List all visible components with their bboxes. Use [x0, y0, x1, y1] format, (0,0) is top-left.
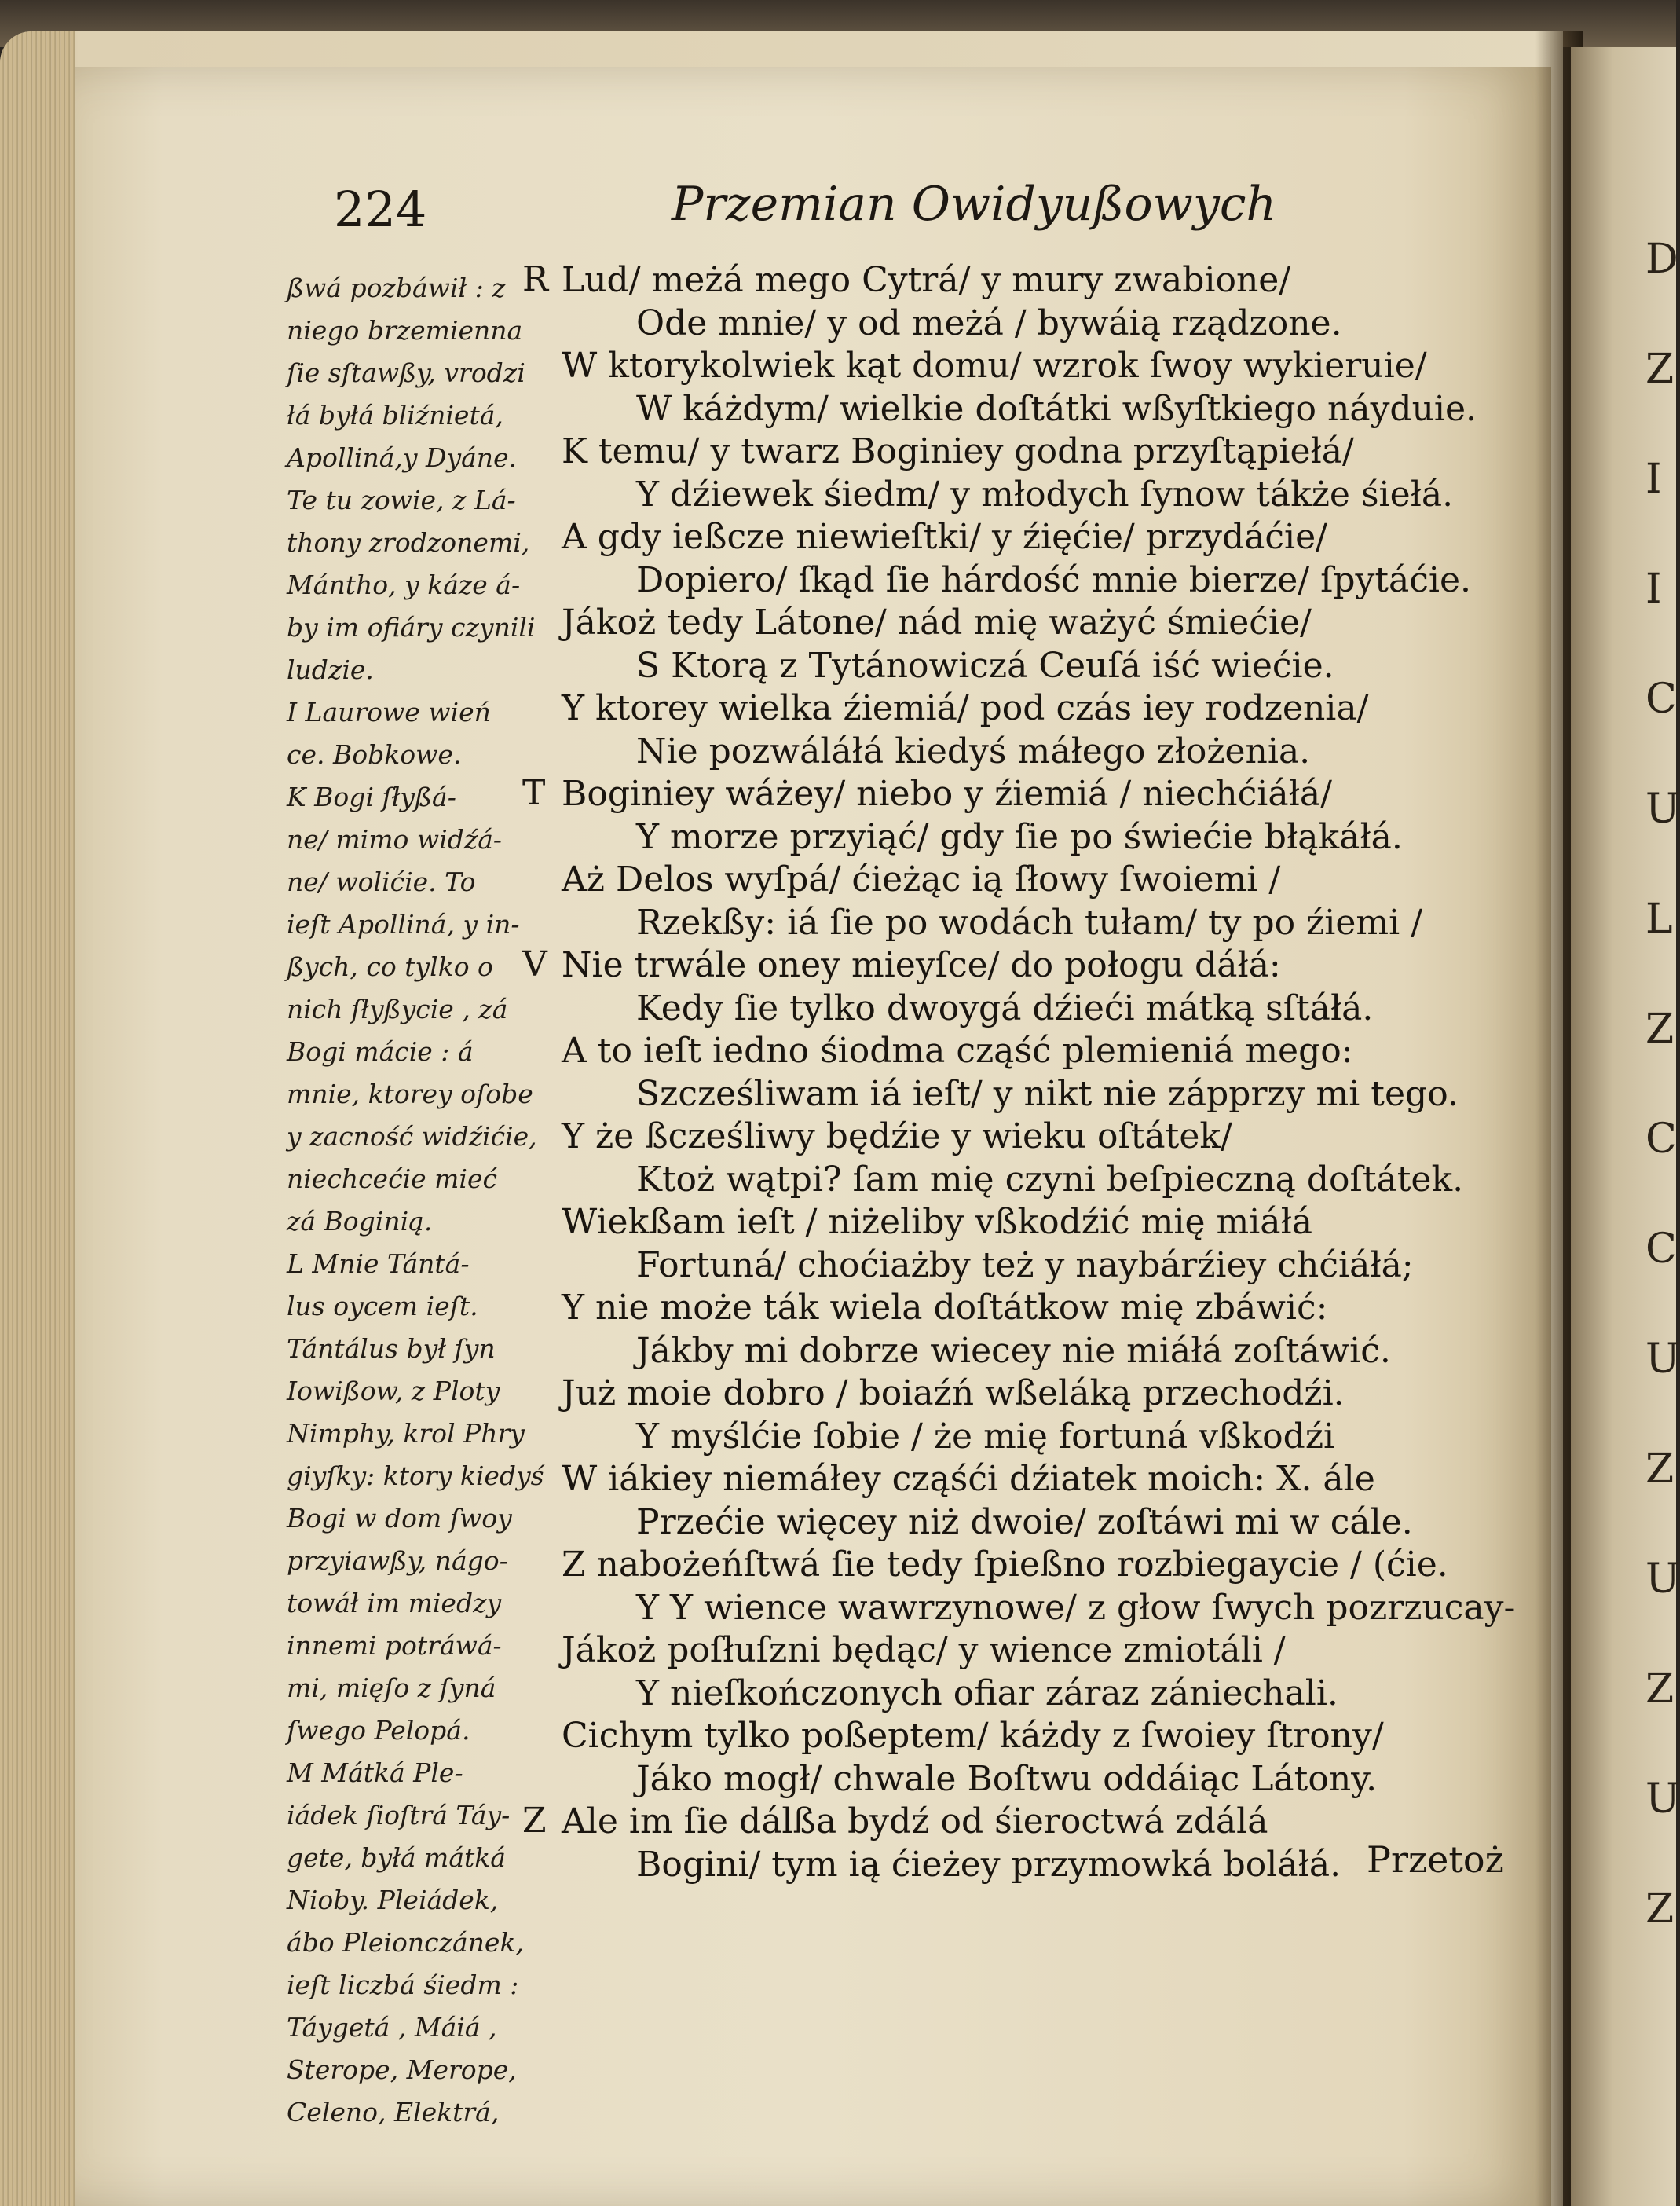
verse-line: Fortuná/ choćiażby też y naybárźiey chćiáłá;	[636, 1244, 1414, 1285]
gloss-line: towáł im miedzy	[287, 1588, 502, 1618]
gloss-line: nich ſłyßycie , zá	[287, 994, 508, 1024]
gloss-line: gete, byłá mátká	[287, 1842, 506, 1873]
verse-line: W iákiey niemáłey cząśći dźiatek moich: X. ále	[562, 1459, 1375, 1499]
verse-line: Jákoż poſłuſzni będąc/ y wience zmiotáli /	[562, 1630, 1286, 1670]
marginal-gloss	[287, 267, 554, 2134]
verse-line: Lud/ meżá mego Cytrá/ y mury zwabione/	[562, 260, 1291, 300]
gloss-line: Nimphy, krol Phry	[287, 1418, 525, 1449]
catchword: Przetoż	[1367, 1838, 1504, 1881]
verse-line: Bogini/ tym ią ćieżey przymowká boláłá.	[636, 1844, 1341, 1885]
verse-line: Ode mnie/ y od meżá / bywáią rządzone.	[636, 302, 1342, 343]
verse-line: Już moie dobro / boiaźń wßeláką przechodźi.	[562, 1373, 1345, 1413]
verse-line: A gdy ießcze niewieſtki/ y źięćie/ przydáćie/	[562, 517, 1327, 557]
gloss-line: Bogi w dom ſwoy	[287, 1503, 512, 1534]
verse-line: Jákby mi dobrze wiecey nie miáłá zoſtáwić.	[636, 1330, 1391, 1371]
gloss-line: Iowißow, z Ploty	[287, 1376, 500, 1406]
page-edges	[0, 31, 75, 2206]
gloss-line: L Mnie Tántá-	[287, 1248, 470, 1279]
verse-line: A to ieſt iedno śiodma cząść plemieniá mego:	[562, 1031, 1353, 1071]
gloss-line: łá byłá bliźnietá,	[287, 400, 503, 431]
gloss-line: ſwego Pelopá.	[287, 1715, 470, 1746]
reference-letter: V	[522, 944, 547, 984]
gloss-line: K Bogi ſłyßá-	[287, 782, 456, 812]
verse-line: W káżdym/ wielkie doſtátki wßyſtkiego náyduie.	[636, 388, 1477, 429]
right-page-letter: Z	[1645, 1885, 1675, 1933]
gloss-line: niego brzemienna	[287, 315, 523, 346]
gloss-line: ſie sſtawßy, vrodzi	[287, 357, 525, 388]
gloss-line: y zacność widźićie,	[287, 1121, 537, 1152]
verse-line: Cichym tylko poßeptem/ káżdy z ſwoiey ſtrony/	[562, 1716, 1384, 1756]
gloss-line: Te tu zowie, z Lá-	[287, 485, 516, 515]
reference-letter: Z	[522, 1801, 547, 1841]
gloss-line: przyiawßy, nágo-	[287, 1545, 508, 1576]
verse-line: Jáko mogł/ chwale Boſtwu oddáiąc Látony.	[636, 1758, 1378, 1799]
running-head: Przemian Owidyußowych	[672, 177, 1277, 232]
right-page-letter: U	[1645, 786, 1680, 833]
verse-line: Nie trwále oney mieyſce/ do połogu dáłá:	[562, 945, 1281, 985]
right-page-letter: U	[1645, 1775, 1680, 1823]
right-page-letter: L	[1645, 896, 1673, 943]
gloss-line: Nioby. Pleiádek,	[287, 1885, 499, 1915]
gloss-line: innemi potráwá-	[287, 1630, 502, 1661]
gloss-line: ne/ wolićie. To	[287, 867, 476, 897]
verse-line: Y Y wience wawrzynowe/ z głow ſwych pozrzucay-	[636, 1587, 1516, 1628]
gloss-line: iádek ſioſtrá Táy-	[287, 1800, 511, 1830]
verse-line: Jákoż tedy Látone/ nád mię ważyć śmiećie/	[562, 603, 1312, 643]
verse-text	[562, 259, 1528, 1886]
gloss-line: ne/ mimo widźá-	[287, 824, 503, 855]
right-page-letter: C	[1645, 1116, 1677, 1163]
verse-line: Szcześliwam iá ieſt/ y nikt nie zápprzy mi tego.	[636, 1073, 1459, 1114]
gloss-line: thony zrodzonemi,	[287, 527, 530, 558]
verse-line: Y nie może ták wiela doſtátkow mię zbáwić:	[562, 1288, 1328, 1328]
verse-line: Y nieſkończonych ofiar záraz zániechali.	[636, 1673, 1338, 1713]
verse-line: W ktorykolwiek kąt domu/ wzrok ſwoy wykieruie/	[562, 346, 1427, 386]
gloss-line: Bogi mácie : á	[287, 1036, 474, 1067]
gloss-line: lus oycem ieſt.	[287, 1291, 478, 1321]
right-page-letter: U	[1645, 1556, 1680, 1603]
right-page-letter: D	[1645, 236, 1678, 283]
verse-line: Boginiey wáżey/ niebo y źiemiá / niechćiáłá/	[562, 774, 1332, 814]
gloss-line: by im ofiáry czynili	[287, 612, 536, 643]
gloss-line: ßych, co tylko o	[287, 951, 493, 982]
gloss-line: M Mátká Ple-	[287, 1757, 463, 1788]
verse-line: Aż Delos wyſpá/ ćieżąc ią ſłowy ſwoiemi /	[562, 859, 1281, 900]
right-page-letter: I	[1645, 566, 1662, 613]
gloss-line: Tántálus był ſyn	[287, 1333, 496, 1364]
gloss-line: Sterope, Merope,	[287, 2054, 517, 2085]
right-page-letter: Z	[1645, 346, 1675, 393]
gloss-line: Mántho, y káze á-	[287, 570, 521, 600]
gloss-line: giyſky: ktory kiedyś	[287, 1460, 544, 1491]
right-page-letter: Z	[1645, 1006, 1675, 1053]
gloss-line: mnie, ktorey oſobe	[287, 1079, 533, 1109]
verse-line: Y ktorey wielka źiemiá/ pod czás iey rodzenia/	[562, 688, 1369, 728]
verse-line: Y że ßcześliwy będźie y wieku oſtátek/	[562, 1116, 1232, 1156]
verse-line: Przećie więcey niż dwoie/ zoſtáwi mi w cále.	[636, 1501, 1413, 1542]
gloss-line: ábo Pleionczánek,	[287, 1927, 524, 1958]
gloss-line: ludzie.	[287, 654, 374, 685]
verse-line: Y dźiewek śiedm/ y młodych ſynow tákże śiełá.	[636, 474, 1454, 515]
verse-line: Rzekßy: iá ſie po wodách tułam/ ty po źiemi /	[636, 902, 1423, 943]
reference-letter: R	[522, 259, 549, 299]
gloss-line: ieſt Apolliná, y in-	[287, 909, 520, 940]
page-number: 224	[334, 181, 427, 238]
gloss-line: Táygetá , Máiá ,	[287, 2012, 497, 2043]
gloss-line: Celeno, Elektrá,	[287, 2097, 500, 2127]
verse-line: Kedy ſie tylko dwoygá dźieći mátką sſtáłá.	[636, 988, 1374, 1028]
verse-line: K temu/ y twarz Boginiey godna przyſtąpiełá/	[562, 431, 1354, 471]
gloss-line: ieſt liczbá śiedm :	[287, 1970, 519, 2000]
reference-letter: T	[522, 773, 546, 813]
gloss-line: Apolliná,y Dyáne.	[287, 442, 518, 473]
right-page-letter: I	[1645, 456, 1662, 503]
verse-line: Ktoż wątpi? ſam mię czyni beſpieczną doſtátek.	[636, 1159, 1464, 1200]
gloss-line: I Laurowe wień	[287, 697, 491, 727]
verse-line: Dopiero/ ſkąd ſie hárdość mnie bierze/ ſpytáćie.	[636, 559, 1472, 600]
right-page-letter: Z	[1645, 1665, 1675, 1713]
right-page-letter: C	[1645, 1226, 1677, 1273]
verse-line: Nie pozwáláłá kiedyś máłego złożenia.	[636, 731, 1311, 771]
right-page-letter: C	[1645, 676, 1677, 723]
gloss-line: ßwá pozbáwił : z	[287, 273, 506, 303]
verse-line: Z nabożeńſtwá ſie tedy ſpießno rozbiegaycie / (ćie.	[562, 1545, 1448, 1585]
gloss-line: zá Boginią.	[287, 1206, 433, 1237]
gloss-line: niechcećie mieć	[287, 1163, 497, 1194]
verse-line: Ale im ſie dálßa bydź od śieroctwá zdálá	[562, 1801, 1268, 1841]
verse-line: Wiekßam ieſt / niżeliby vßkodźić mię miáłá	[562, 1202, 1313, 1242]
gloss-line: mi, mięſo z ſyná	[287, 1673, 496, 1703]
verse-line: S Ktorą z Tytánowiczá Ceuſá iść wiećie.	[636, 645, 1334, 686]
verse-line: Y myślćie ſobie / że mię fortuná vßkodźi	[636, 1416, 1335, 1457]
gloss-line: ce. Bobkowe.	[287, 739, 462, 770]
verse-line: Y morze przyiąć/ gdy ſie po świećie błąkáłá.	[636, 816, 1403, 857]
right-page-letter: U	[1645, 1336, 1680, 1383]
right-page-letter: Z	[1645, 1446, 1675, 1493]
